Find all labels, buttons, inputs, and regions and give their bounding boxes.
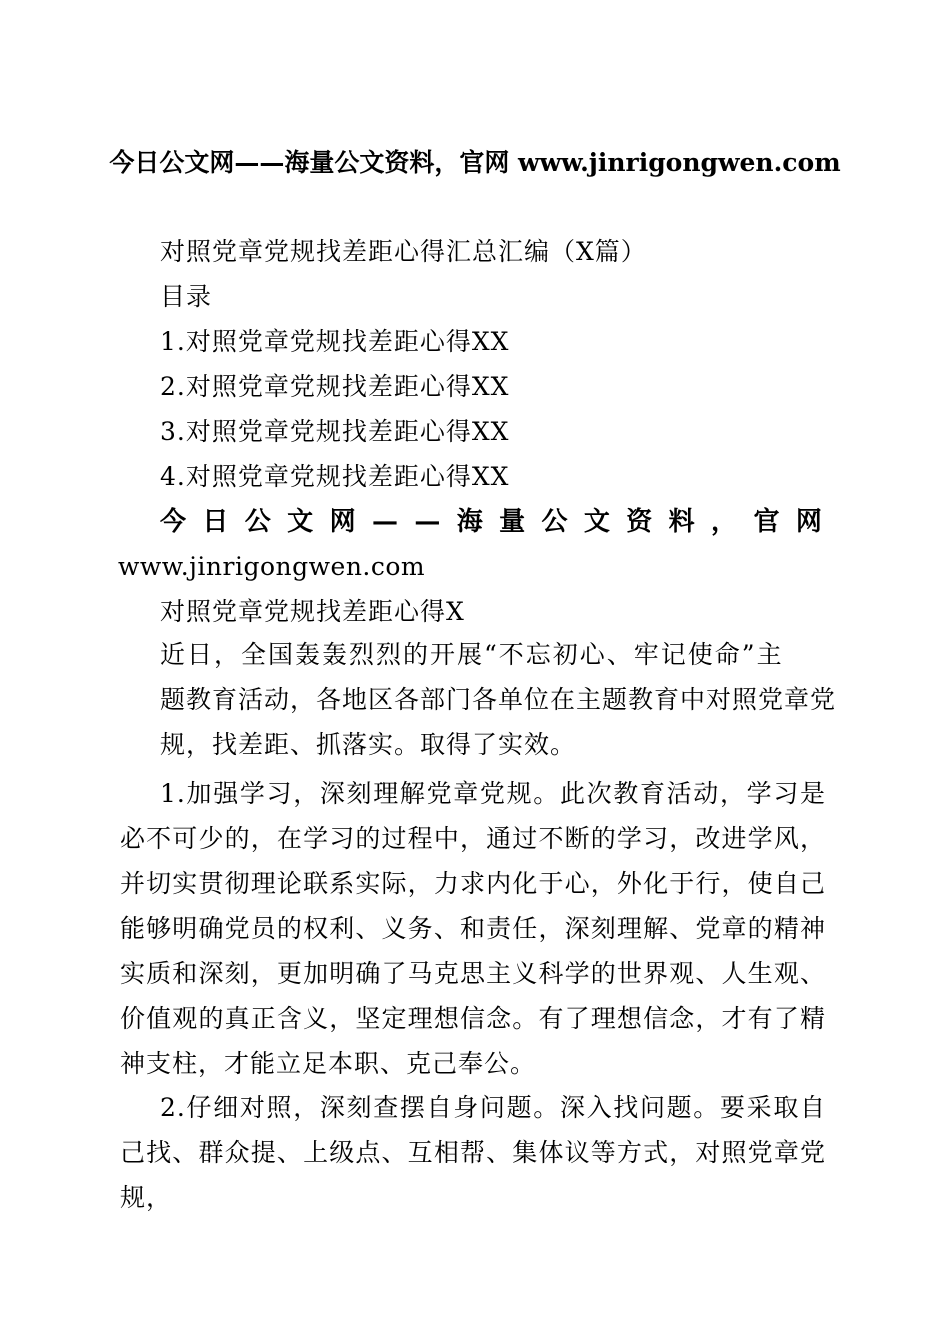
site-banner [160, 505, 822, 539]
banner-char: 料 [668, 507, 695, 537]
article-title: 对照党章党规找差距心得X [160, 597, 465, 626]
banner-char: 网 [329, 507, 356, 537]
toc-item: 1.对照党章党规找差距心得XX [160, 327, 510, 356]
paragraph-1: 1.加强学习，深刻理解党章党规。此次教育活动，学习是必不可少的，在学习的过程中，通过不断的学习，改进学风，并切实贯彻理论联系实际，力求内化于心，外化于行，使自己能够明确党员的权利、义务、和责任，深刻理解、党章的精神实质和深刻，更加明确了马克思主义科学的世界观、人生观、价值观的真正含义，坚定理想信念。有了理想信念，才有了精神支柱，才能立足本职、克己奉公。 [120, 779, 826, 1078]
banner-char: 公 [541, 507, 568, 537]
banner-char: 公 [244, 507, 271, 537]
banner-char: 网 [795, 507, 822, 537]
banner-char: ， [711, 507, 738, 537]
document-title: 对照党章党规找差距心得汇总汇编（X篇） [160, 237, 647, 266]
toc-item: 2.对照党章党规找差距心得XX [160, 372, 510, 401]
banner-char: 今 [160, 507, 187, 537]
toc-label: 目录 [160, 282, 213, 311]
banner-url: www.jinrigongwen.com [118, 552, 426, 581]
banner-char: — [414, 507, 441, 537]
banner-char: 量 [499, 507, 526, 537]
toc-item: 4.对照党章党规找差距心得XX [160, 462, 510, 491]
intro-line: 题教育活动，各地区各部门各单位在主题教育中对照党章党 [160, 685, 837, 714]
banner-char: 文 [287, 507, 314, 537]
header-title: 今日公文网——海量公文资料，官网 www.jinrigongwen.com [109, 148, 841, 177]
banner-char: 官 [753, 507, 780, 537]
banner-char: 日 [202, 507, 229, 537]
banner-char: 海 [456, 507, 483, 537]
banner-char: 文 [583, 507, 610, 537]
intro-line: 近日，全国轰轰烈烈的开展“不忘初心、牢记使命”主 [160, 640, 784, 669]
toc-item: 3.对照党章党规找差距心得XX [160, 417, 510, 446]
banner-char: — [371, 507, 398, 537]
intro-line: 规，找差距、抓落实。取得了实效。 [160, 730, 577, 759]
banner-char: 资 [626, 507, 653, 537]
paragraph-2: 2.仔细对照，深刻查摆自身问题。深入找问题。要采取自己找、群众提、上级点、互相帮、集体议等方式，对照党章党规， [120, 1093, 826, 1212]
